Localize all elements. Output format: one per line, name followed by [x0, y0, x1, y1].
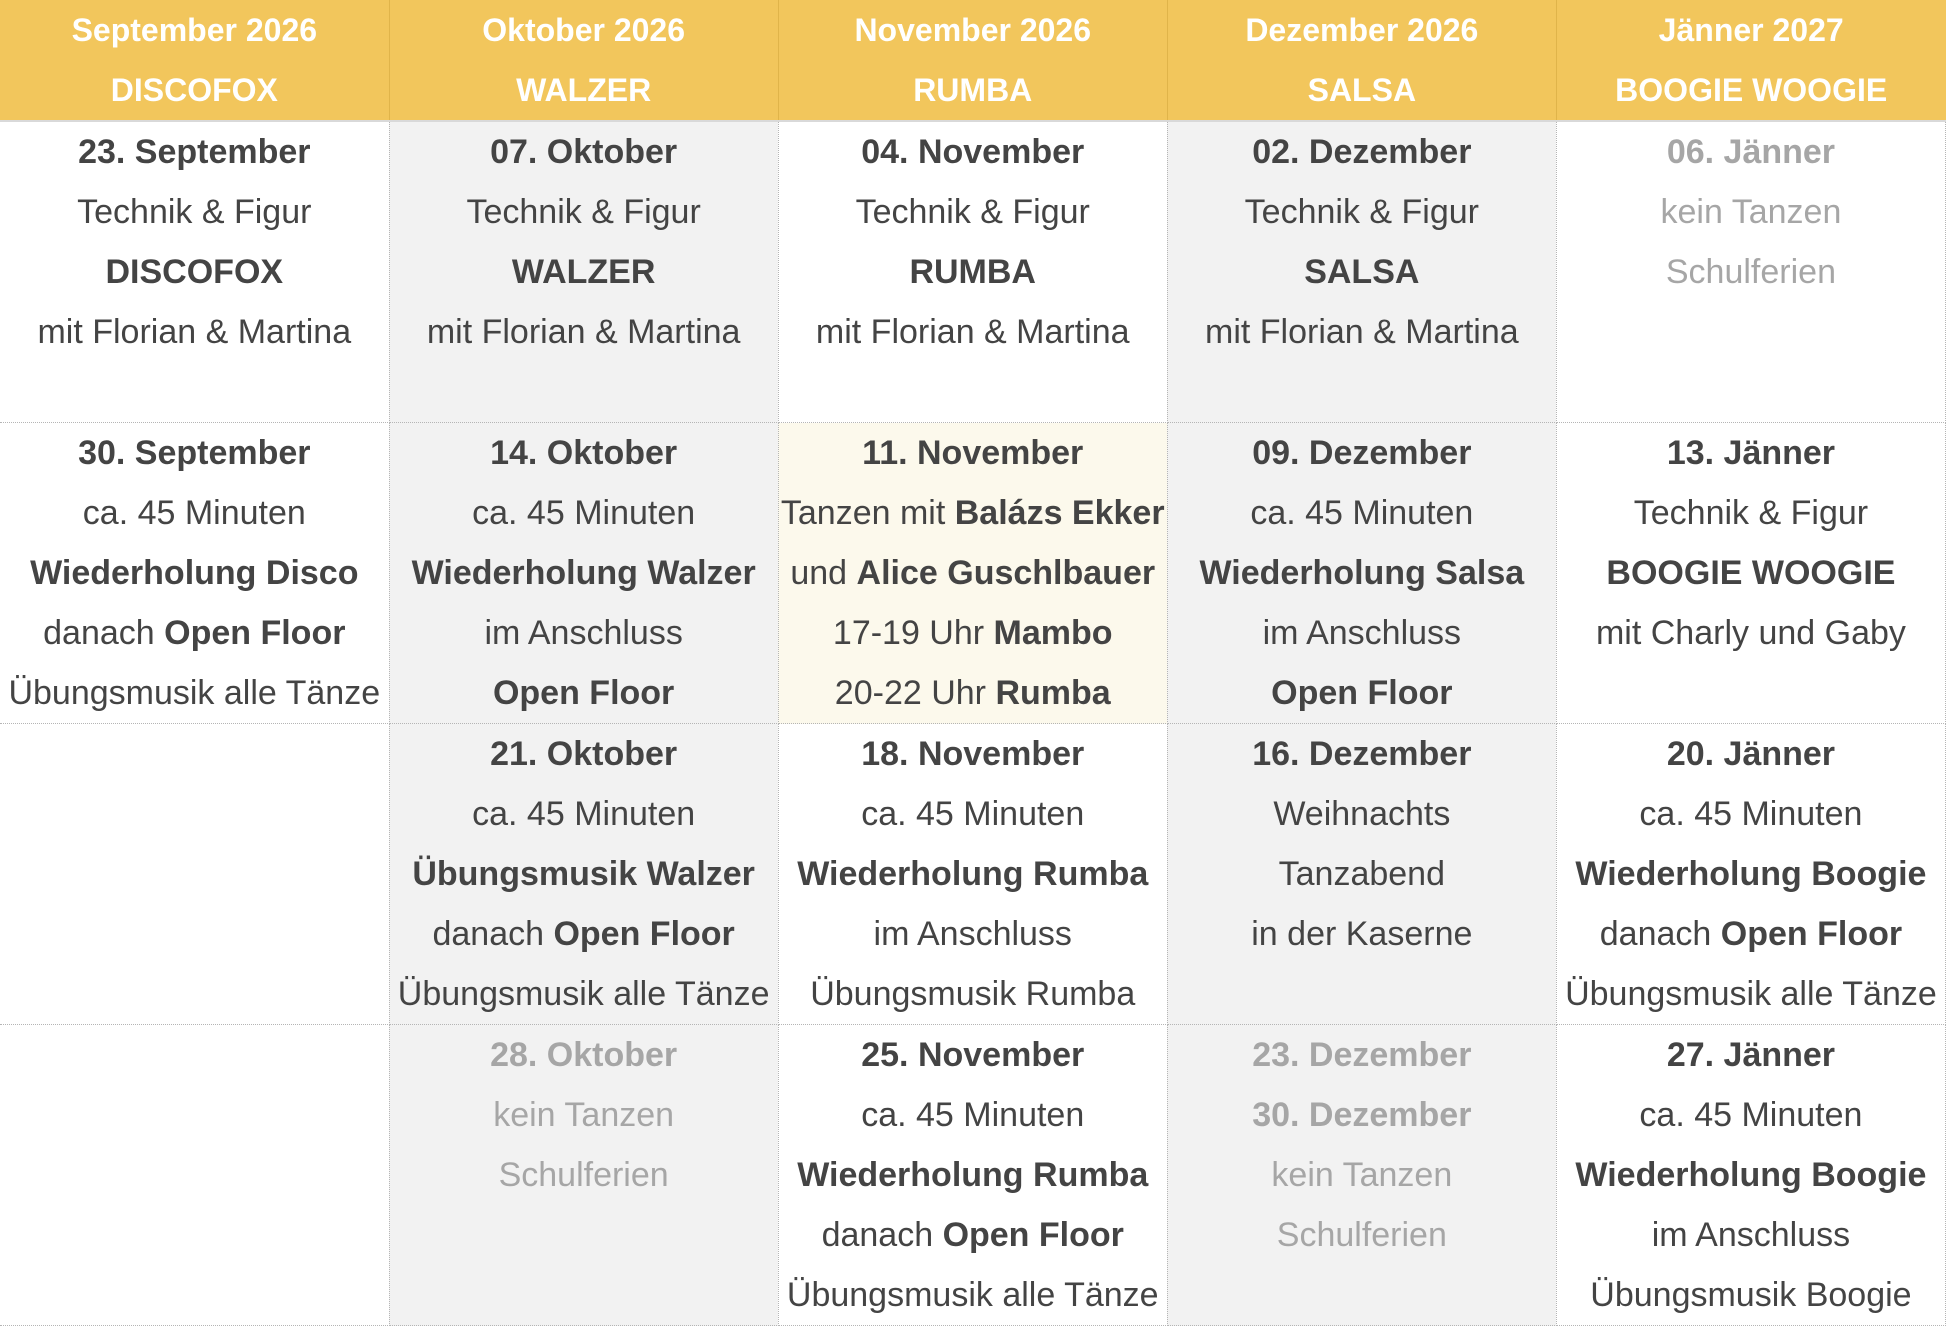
bold-text: RUMBA: [909, 253, 1036, 291]
info-line: [779, 1145, 1167, 1205]
date-line: [0, 122, 389, 182]
info-line: [1168, 663, 1556, 723]
info-line: [390, 242, 778, 302]
date-line: [390, 724, 778, 784]
text: ca. 45 Minuten: [1250, 494, 1474, 532]
info-line: [390, 964, 778, 1024]
info-line: [390, 1145, 778, 1205]
table-row: [0, 423, 1946, 724]
bold-text: Wiederholung Rumba: [797, 1156, 1149, 1194]
text: Übungsmusik alle Tänze: [1565, 975, 1937, 1013]
bold-text: Wiederholung Boogie: [1575, 855, 1927, 893]
text: Technik & Figur: [855, 193, 1090, 231]
info-line: [390, 483, 778, 543]
schedule-cell: [778, 423, 1167, 724]
text: Schulferien: [1276, 1216, 1447, 1254]
bold-text: 04. November: [861, 133, 1085, 171]
text: kein Tanzen: [1271, 1156, 1453, 1194]
text: Übungsmusik alle Tänze: [8, 674, 381, 712]
text: kein Tanzen: [493, 1096, 675, 1134]
info-line: [0, 242, 389, 302]
bold-text: Alice Guschlbauer: [856, 554, 1156, 592]
schedule-cell: [1167, 121, 1556, 423]
info-line: [390, 784, 778, 844]
text: Technik & Figur: [77, 193, 312, 231]
month-label: November 2026: [854, 12, 1092, 48]
info-line: [779, 603, 1167, 663]
bold-text: 23. Dezember: [1252, 1036, 1472, 1074]
text: danach: [43, 614, 165, 652]
month-label: Oktober 2026: [482, 12, 686, 48]
header-oktober: [389, 0, 778, 121]
info-line: [0, 543, 389, 603]
date-line: [390, 1025, 778, 1085]
schedule-cell: [778, 121, 1167, 423]
schedule-body: [0, 121, 1946, 1326]
text: ca. 45 Minuten: [1639, 795, 1863, 833]
date-line: [390, 423, 778, 483]
bold-text: 23. September: [78, 133, 311, 171]
info-line: [1557, 964, 1945, 1024]
info-line: [779, 302, 1167, 362]
schedule-cell: [778, 724, 1167, 1025]
bold-text: Mambo: [993, 614, 1113, 652]
info-line: [390, 663, 778, 723]
text: und: [790, 554, 857, 592]
bold-text: Wiederholung Rumba: [797, 855, 1149, 893]
month-label: Dezember 2026: [1245, 12, 1479, 48]
schedule-cell: [1167, 724, 1556, 1025]
info-line: [1557, 483, 1945, 543]
text: Schulferien: [498, 1156, 669, 1194]
bold-text: 27. Jänner: [1666, 1036, 1836, 1074]
bold-text: 07. Oktober: [490, 133, 678, 171]
date-line: [1557, 122, 1945, 182]
bold-text: 25. November: [861, 1036, 1085, 1074]
text: ca. 45 Minuten: [472, 795, 696, 833]
schedule-cell: [389, 121, 778, 423]
text: Schulferien: [1665, 253, 1836, 291]
bold-text: 20. Jänner: [1666, 735, 1836, 773]
info-line: [779, 964, 1167, 1024]
schedule-cell: [0, 121, 389, 423]
dance-label: DISCOFOX: [110, 72, 278, 108]
info-line: [1168, 1145, 1556, 1205]
header-jaenner: [1556, 0, 1945, 121]
info-line: [0, 663, 389, 723]
bold-text: DISCOFOX: [105, 253, 284, 291]
info-line: [1557, 1205, 1945, 1265]
bold-text: BOOGIE WOOGIE: [1606, 554, 1896, 592]
schedule-cell: [1556, 121, 1945, 423]
text: in der Kaserne: [1251, 915, 1473, 953]
text: Tanzen mit: [780, 494, 955, 532]
info-line: [1557, 182, 1945, 242]
bold-text: 13. Jänner: [1666, 434, 1836, 472]
info-line: [0, 483, 389, 543]
schedule-cell: [0, 423, 389, 724]
info-line: [390, 543, 778, 603]
bold-text: 16. Dezember: [1252, 735, 1472, 773]
text: Übungsmusik alle Tänze: [786, 1276, 1159, 1314]
info-line: [1557, 844, 1945, 904]
info-line: [779, 844, 1167, 904]
text: Übungsmusik alle Tänze: [397, 975, 770, 1013]
table-row: [0, 1025, 1946, 1326]
schedule-cell: [1556, 724, 1945, 1025]
info-line: [1557, 603, 1945, 663]
bold-text: 18. November: [861, 735, 1085, 773]
text: im Anschluss: [1262, 614, 1462, 652]
info-line: [1168, 543, 1556, 603]
info-line: [779, 1085, 1167, 1145]
header-dezember: [1167, 0, 1556, 121]
text: ca. 45 Minuten: [1639, 1096, 1863, 1134]
date-line: [779, 122, 1167, 182]
bold-text: Open Floor: [942, 1216, 1124, 1254]
info-line: [1168, 784, 1556, 844]
bold-text: Open Floor: [553, 915, 735, 953]
text: 20-22 Uhr: [834, 674, 996, 712]
bold-text: 11. November: [862, 434, 1084, 472]
text: mit Florian & Martina: [815, 313, 1130, 351]
schedule-cell: [1167, 1025, 1556, 1326]
info-line: [1557, 1265, 1945, 1325]
text: im Anschluss: [873, 915, 1072, 953]
bold-text: Open Floor: [164, 614, 346, 652]
date-line: [0, 423, 389, 483]
text: mit Florian & Martina: [426, 313, 741, 351]
info-line: [1168, 904, 1556, 964]
month-label: September 2026: [71, 12, 318, 48]
schedule-cell: [389, 724, 778, 1025]
text: mit Charly und Gaby: [1595, 614, 1906, 652]
text: im Anschluss: [1651, 1216, 1851, 1254]
text: Übungsmusik Boogie: [1590, 1276, 1912, 1314]
info-line: [1168, 483, 1556, 543]
info-line: [1168, 603, 1556, 663]
text: ca. 45 Minuten: [82, 494, 306, 532]
text: Weihnachts: [1273, 795, 1451, 833]
empty-cell: [0, 1025, 389, 1326]
dance-label: SALSA: [1307, 72, 1417, 108]
text: ca. 45 Minuten: [472, 494, 696, 532]
info-line: [0, 603, 389, 663]
info-line: [1557, 904, 1945, 964]
bold-text: Übungsmusik Walzer: [412, 855, 755, 893]
text: kein Tanzen: [1660, 193, 1842, 231]
info-line: [1557, 784, 1945, 844]
bold-text: 30. September: [78, 434, 311, 472]
info-line: [779, 904, 1167, 964]
dance-label: WALZER: [516, 72, 652, 108]
text: im Anschluss: [484, 614, 683, 652]
bold-text: Open Floor: [1720, 915, 1903, 953]
info-line: [779, 1265, 1167, 1325]
info-line: [390, 302, 778, 362]
text: Technik & Figur: [466, 193, 701, 231]
bold-text: Rumba: [995, 674, 1111, 712]
header-september: [0, 0, 389, 121]
info-line: [779, 182, 1167, 242]
info-line: [390, 844, 778, 904]
date-line: [1557, 724, 1945, 784]
table-row: [0, 724, 1946, 1025]
empty-cell: [0, 724, 389, 1025]
text: ca. 45 Minuten: [861, 1096, 1085, 1134]
schedule-cell: [1556, 1025, 1945, 1326]
schedule-cell: [1167, 423, 1556, 724]
date-line: [779, 724, 1167, 784]
info-line: [1557, 1085, 1945, 1145]
info-line: [779, 663, 1167, 723]
bold-text: Wiederholung Walzer: [411, 554, 756, 592]
info-line: [1168, 242, 1556, 302]
info-line: [1168, 1205, 1556, 1265]
date-line: [1168, 122, 1556, 182]
bold-text: Wiederholung Disco: [30, 554, 359, 592]
bold-text: WALZER: [511, 253, 656, 291]
text: danach: [432, 915, 554, 953]
date-line: [779, 1025, 1167, 1085]
bold-text: Balázs Ekker: [954, 494, 1165, 532]
schedule-cell: [1556, 423, 1945, 724]
info-line: [779, 784, 1167, 844]
info-line: [390, 904, 778, 964]
text: ca. 45 Minuten: [861, 795, 1085, 833]
info-line: [390, 603, 778, 663]
bold-text: Open Floor: [1271, 674, 1453, 712]
text: mit Florian & Martina: [37, 313, 352, 351]
table-row: [0, 121, 1946, 423]
schedule-cell: [389, 1025, 778, 1326]
info-line: [779, 483, 1167, 543]
text: Tanzabend: [1278, 855, 1446, 893]
info-line: [1168, 182, 1556, 242]
dance-label: RUMBA: [913, 72, 1033, 108]
date-line: [1168, 724, 1556, 784]
bold-text: 30. Dezember: [1252, 1096, 1472, 1134]
date-line: [390, 122, 778, 182]
info-line: [0, 182, 389, 242]
bold-text: 14. Oktober: [490, 434, 678, 472]
info-line: [390, 182, 778, 242]
info-line: [1557, 1145, 1945, 1205]
info-line: [1168, 302, 1556, 362]
bold-text: 06. Jänner: [1666, 133, 1836, 171]
info-line: [0, 302, 389, 362]
bold-text: 09. Dezember: [1252, 434, 1472, 472]
info-line: [1557, 543, 1945, 603]
bold-text: Wiederholung Boogie: [1575, 1156, 1927, 1194]
bold-text: 28. Oktober: [490, 1036, 678, 1074]
bold-text: SALSA: [1304, 253, 1420, 291]
text: 17-19 Uhr: [832, 614, 994, 652]
date-line: [779, 423, 1167, 483]
info-line: [779, 1205, 1167, 1265]
info-line: [779, 242, 1167, 302]
text: Technik & Figur: [1244, 193, 1479, 231]
date-line: [1557, 1025, 1945, 1085]
bold-text: Wiederholung Salsa: [1199, 554, 1525, 592]
date-line: [1557, 423, 1945, 483]
bold-text: Open Floor: [492, 674, 675, 712]
date-line: [1168, 1025, 1556, 1085]
bold-text: 21. Oktober: [490, 735, 678, 773]
info-line: [1168, 1085, 1556, 1145]
text: danach: [821, 1216, 943, 1254]
schedule-cell: [778, 1025, 1167, 1326]
info-line: [1168, 844, 1556, 904]
date-line: [1168, 423, 1556, 483]
header-november: [778, 0, 1167, 121]
schedule-cell: [389, 423, 778, 724]
month-label: Jänner 2027: [1658, 12, 1844, 48]
info-line: [1557, 242, 1945, 302]
text: Technik & Figur: [1633, 494, 1869, 532]
text: Übungsmusik Rumba: [810, 975, 1136, 1013]
text: mit Florian & Martina: [1205, 313, 1519, 351]
info-line: [779, 543, 1167, 603]
text: danach: [1599, 915, 1721, 953]
dance-label: BOOGIE WOOGIE: [1615, 72, 1888, 108]
bold-text: 02. Dezember: [1252, 133, 1472, 171]
info-line: [390, 1085, 778, 1145]
header-row: [0, 0, 1946, 121]
